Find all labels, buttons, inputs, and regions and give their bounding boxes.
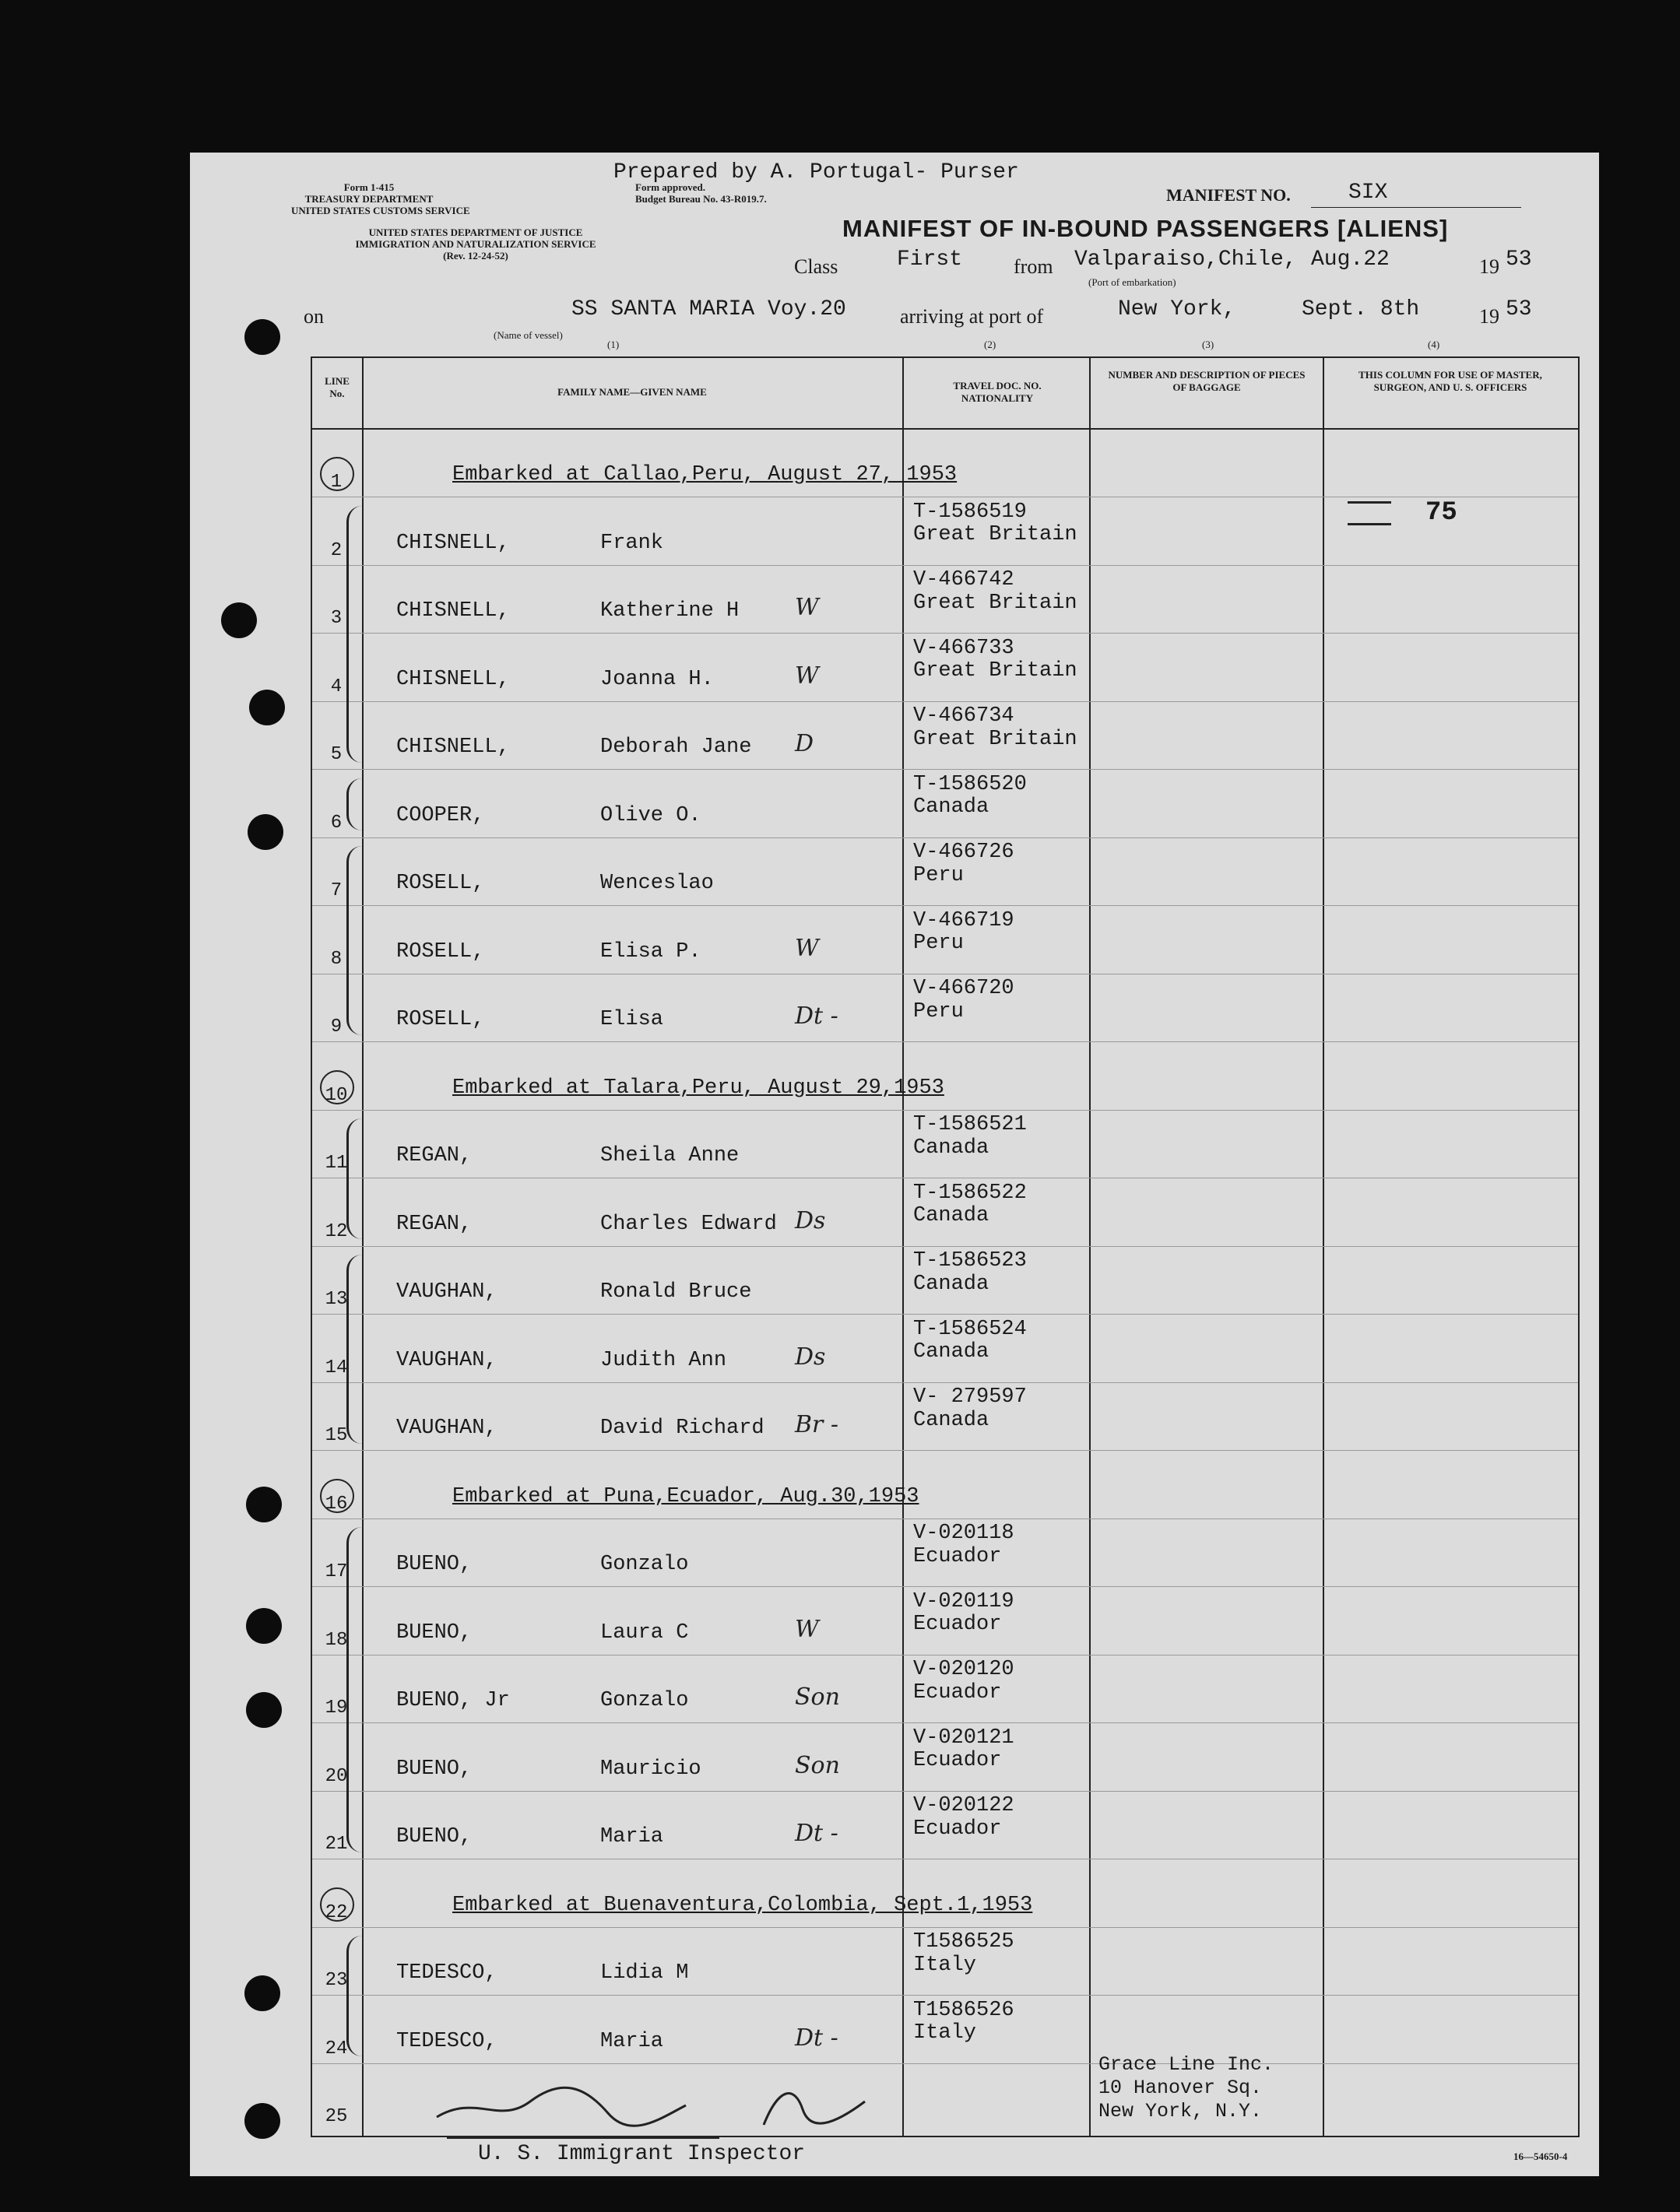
handwritten-relation-note: W [795, 1615, 819, 1643]
line-number: 18 [325, 1629, 348, 1651]
passenger-row [312, 907, 1578, 974]
nationality: Great Britain [913, 659, 1077, 683]
given-name: Judith Ann [600, 1348, 727, 1372]
handwritten-relation-note: Br - [795, 1411, 839, 1438]
family-name: BUENO, [396, 1620, 473, 1645]
travel-doc-number: T-1586522 [913, 1181, 1027, 1205]
inspector-line [447, 2137, 719, 2139]
agent-line-1: Grace Line Inc. [1098, 2053, 1274, 2076]
line-number: 25 [325, 2106, 348, 2127]
given-name: Frank [600, 531, 664, 555]
family-name: ROSELL, [396, 1008, 485, 1031]
family-name: BUENO, [396, 1553, 473, 1576]
nationality: Italy [913, 1953, 977, 1977]
handwritten-relation-note: Dt - [795, 2024, 838, 2052]
nationality: Great Britain [913, 591, 1077, 615]
travel-doc-number: V-020118 [913, 1522, 1014, 1545]
given-name: Maria [600, 2029, 664, 2053]
family-name: CHISNELL, [396, 531, 510, 555]
family-name: COOPER, [396, 803, 485, 827]
family-name: VAUGHAN, [396, 1348, 497, 1372]
line-number: 3 [330, 608, 343, 629]
agent-stamp [1098, 2053, 1274, 2123]
passenger-row [312, 566, 1578, 634]
travel-doc-cell [913, 1591, 1014, 1637]
line-number: 15 [325, 1425, 348, 1446]
travel-doc-number: T-1586521 [913, 1113, 1027, 1136]
travel-doc-cell [913, 2000, 1014, 2045]
nationality: Ecuador [913, 1749, 1002, 1773]
col-num-3: (3) [1202, 339, 1214, 350]
travel-doc-number: V-466720 [913, 977, 1014, 1000]
nationality: Italy [913, 2021, 977, 2045]
line-number: 16 [325, 1493, 348, 1515]
handwritten-relation-note: Dt - [795, 1820, 838, 1847]
manifest-no-value: SIX [1348, 181, 1388, 205]
port-of-embarkation-caption: (Port of embarkation) [1088, 276, 1176, 288]
line-number: 24 [325, 2038, 348, 2059]
handwritten-relation-note: W [795, 934, 819, 962]
nationality: Ecuador [913, 1680, 1002, 1705]
embarkation-row [312, 1860, 1578, 1928]
nationality: Great Britain [913, 523, 1077, 547]
form-approved-text: Form approved. [635, 181, 706, 193]
family-name: REGAN, [396, 1144, 473, 1167]
col-header-officers: THIS COLUMN FOR USE OF MASTER, SURGEON, AND U. S. OFFICERS [1358, 369, 1542, 393]
handwritten-relation-note: Ds [795, 1206, 826, 1234]
family-name: BUENO, [396, 1825, 473, 1849]
given-name: Lidia M [600, 1961, 689, 1985]
nationality: Canada [913, 1272, 989, 1296]
nationality: Canada [913, 1204, 989, 1228]
col-header-name: FAMILY NAME—GIVEN NAME [557, 386, 707, 398]
family-name: TEDESCO, [396, 1961, 497, 1985]
from-year-prefix: 19 [1479, 255, 1499, 278]
rev-text: (Rev. 12-24-52) [443, 249, 508, 262]
form-approved [635, 182, 767, 205]
given-name: Gonzalo [600, 1553, 689, 1576]
travel-doc-cell [913, 1522, 1014, 1568]
handwritten-relation-note: Dt - [795, 1002, 838, 1030]
family-group-brace [346, 846, 362, 1035]
inspector-signature [429, 2070, 974, 2133]
binder-hole [244, 319, 280, 355]
embarkation-text: Embarked at Buenaventura,Colombia, Sept.1,1953 [452, 1893, 1033, 1917]
travel-doc-number: V-020119 [913, 1589, 1014, 1613]
travel-doc-number: T-1586524 [913, 1317, 1027, 1341]
travel-doc-cell [913, 1795, 1014, 1841]
travel-doc-cell [913, 910, 1014, 956]
line-number: 22 [325, 1901, 348, 1923]
agent-line-2: 10 Hanover Sq. [1098, 2077, 1263, 2099]
vessel-name: SS SANTA MARIA Voy.20 [571, 297, 846, 321]
line-circle-mark [320, 1070, 354, 1104]
given-name: Olive O. [600, 803, 701, 827]
embarkation-row [312, 430, 1578, 497]
family-name: BUENO, Jr [396, 1689, 510, 1712]
family-name: BUENO, [396, 1757, 473, 1781]
nationality: Canada [913, 1340, 989, 1364]
travel-doc-number: V-020122 [913, 1794, 1014, 1817]
given-name: Elisa P. [600, 939, 701, 964]
form-code: 16—54650-4 [1513, 2151, 1568, 2162]
form-no-text: Form 1-415 [343, 181, 395, 193]
given-name: Sheila Anne [600, 1144, 740, 1167]
arrival-year: 53 [1506, 297, 1532, 321]
travel-doc-number: T1586526 [913, 1998, 1014, 2022]
travel-doc-cell [913, 705, 1077, 751]
binder-hole [249, 690, 285, 725]
prepared-by: Prepared by A. Portugal- Purser [613, 160, 1019, 184]
line-number: 8 [330, 948, 343, 970]
binder-hole [244, 1975, 280, 2011]
travel-doc-number: V-020121 [913, 1726, 1014, 1750]
line-number: 5 [330, 744, 343, 765]
family-group-brace [346, 1118, 362, 1239]
from-port: Valparaiso,Chile, [1074, 248, 1297, 272]
given-name: Joanna H. [600, 667, 714, 691]
binder-hole [244, 2103, 280, 2139]
family-group-brace [346, 1255, 362, 1444]
line-number: 19 [325, 1698, 348, 1719]
officer-dash [1348, 523, 1391, 525]
travel-doc-number: T-1586519 [913, 500, 1027, 524]
given-name: Laura C [600, 1620, 689, 1645]
nationality: Canada [913, 795, 989, 820]
travel-doc-number: T-1586523 [913, 1249, 1027, 1273]
line-circle-mark [320, 1479, 354, 1513]
manifest-table [311, 356, 1580, 2137]
passenger-row [312, 1111, 1578, 1178]
arrival-date: Sept. 8th [1302, 297, 1420, 321]
col-num-1: (1) [607, 339, 620, 350]
line-number: 23 [325, 1970, 348, 1991]
family-name: VAUGHAN, [396, 1280, 497, 1304]
travel-doc-number: V- 279597 [913, 1385, 1027, 1409]
line-number: 14 [325, 1357, 348, 1378]
passenger-row [312, 1519, 1578, 1587]
travel-doc-cell [913, 1659, 1014, 1705]
family-name: TEDESCO, [396, 2029, 497, 2053]
passenger-row [312, 1315, 1578, 1383]
family-name: ROSELL, [396, 872, 485, 895]
from-date: Aug.22 [1311, 248, 1390, 272]
given-name: Wenceslao [600, 872, 714, 895]
line-number: 1 [330, 472, 343, 493]
travel-doc-number: V-466733 [913, 636, 1014, 660]
passenger-row [312, 838, 1578, 906]
nationality: Great Britain [913, 727, 1077, 751]
line-number: 12 [325, 1220, 348, 1242]
customs-service: UNITED STATES CUSTOMS SERVICE [291, 204, 470, 216]
embarkation-row [312, 1043, 1578, 1111]
inspector-caption: U. S. Immigrant Inspector [478, 2142, 806, 2166]
travel-doc-cell [913, 978, 1014, 1023]
travel-doc-cell [913, 637, 1077, 683]
travel-doc-cell [913, 501, 1077, 547]
family-group-brace [346, 1527, 362, 1852]
agent-line-3: New York, N.Y. [1098, 2100, 1263, 2122]
passenger-row [312, 1724, 1578, 1792]
travel-doc-number: V-020120 [913, 1658, 1014, 1681]
family-group-brace [346, 778, 362, 831]
line-number: 11 [325, 1153, 348, 1174]
travel-doc-cell [913, 1931, 1014, 1977]
given-name: Gonzalo [600, 1689, 689, 1712]
handwritten-relation-note: Ds [795, 1343, 826, 1371]
given-name: Maria [600, 1825, 664, 1849]
officer-dash [1348, 501, 1391, 504]
line-number: 2 [330, 539, 343, 561]
passenger-row [312, 702, 1578, 770]
given-name: Mauricio [600, 1757, 701, 1781]
passenger-row [312, 1179, 1578, 1247]
on-label: on [304, 305, 324, 328]
manifest-no-underline [1311, 207, 1521, 208]
travel-doc-cell [913, 1114, 1027, 1160]
line-number: 7 [330, 880, 343, 901]
handwritten-relation-note: Son [795, 1684, 840, 1711]
arrival-year-prefix: 19 [1479, 305, 1499, 328]
line-number: 10 [325, 1084, 348, 1106]
travel-doc-number: T-1586520 [913, 772, 1027, 796]
line-number: 4 [330, 676, 343, 697]
travel-doc-cell [913, 774, 1027, 820]
binder-hole [248, 814, 283, 850]
travel-doc-number: V-466726 [913, 841, 1014, 864]
passenger-row [312, 1247, 1578, 1315]
nationality: Peru [913, 999, 964, 1023]
embarkation-text: Embarked at Talara,Peru, August 29,1953 [452, 1076, 944, 1100]
travel-doc-cell [913, 1318, 1027, 1364]
budget-bureau: Budget Bureau No. 43-R019.7. [635, 192, 767, 205]
nationality: Ecuador [913, 1613, 1002, 1637]
line-number: 13 [325, 1289, 348, 1310]
passenger-row [312, 1996, 1578, 2064]
manifest-title: MANIFEST OF IN-BOUND PASSENGERS [ALIENS] [842, 215, 1449, 242]
given-name: Deborah Jane [600, 736, 752, 759]
travel-doc-cell [913, 1250, 1027, 1296]
line-circle-mark [320, 457, 354, 491]
binder-hole [246, 1692, 282, 1728]
family-name: CHISNELL, [396, 736, 510, 759]
line-number: 9 [330, 1016, 343, 1038]
embarkation-text: Embarked at Callao,Peru, August 27, 1953 [452, 463, 958, 486]
given-name: Ronald Bruce [600, 1280, 752, 1304]
given-name: Katherine H [600, 599, 740, 623]
family-name: CHISNELL, [396, 667, 510, 691]
passenger-row [312, 634, 1578, 702]
class-value: First [897, 248, 963, 272]
nationality: Canada [913, 1136, 989, 1160]
passenger-row [312, 498, 1578, 566]
arriving-label: arriving at port of [900, 305, 1044, 328]
arrival-port: New York, [1118, 297, 1236, 321]
given-name: Charles Edward [600, 1212, 777, 1236]
embarkation-text: Embarked at Puna,Ecuador, Aug.30,1953 [452, 1484, 919, 1508]
nationality: Ecuador [913, 1817, 1002, 1841]
col-header-travel-doc: TRAVEL DOC. NO. NATIONALITY [953, 380, 1042, 404]
travel-doc-number: V-466742 [913, 568, 1014, 592]
officer-note: 75 [1425, 498, 1457, 528]
passenger-row [312, 1383, 1578, 1451]
doj-text: UNITED STATES DEPARTMENT OF JUSTICE [368, 226, 583, 238]
family-group-brace [346, 506, 362, 763]
travel-doc-number: T1586525 [913, 1930, 1014, 1954]
family-name: CHISNELL, [396, 599, 510, 623]
form-number [291, 181, 470, 217]
passenger-row [312, 1792, 1578, 1859]
line-number: 6 [330, 812, 343, 834]
travel-doc-cell [913, 1727, 1014, 1773]
family-name: ROSELL, [396, 939, 485, 964]
vessel-caption: (Name of vessel) [494, 329, 563, 341]
family-group-brace [346, 1936, 362, 2056]
col-num-2: (2) [984, 339, 996, 350]
passenger-row [312, 1588, 1578, 1655]
handwritten-relation-note: Son [795, 1751, 840, 1779]
nationality: Ecuador [913, 1544, 1002, 1568]
given-name: Elisa [600, 1008, 664, 1031]
family-name: REGAN, [396, 1212, 473, 1236]
class-label: Class [794, 255, 838, 278]
col-num-4: (4) [1428, 339, 1440, 350]
nationality: Peru [913, 932, 964, 956]
embarkation-row [312, 1452, 1578, 1519]
passenger-row [312, 771, 1578, 838]
treasury-dept: TREASURY DEPARTMENT [304, 192, 434, 205]
passenger-row [312, 1928, 1578, 1996]
nationality: Canada [913, 1408, 989, 1432]
line-number: 20 [325, 1765, 348, 1787]
handwritten-relation-note: D [795, 730, 814, 757]
line-number: 21 [325, 1834, 348, 1855]
line-circle-mark [320, 1887, 354, 1922]
from-label: from [1014, 255, 1053, 278]
passenger-row [312, 1655, 1578, 1723]
manifest-no-label: MANIFEST NO. [1166, 185, 1291, 205]
doj-block [301, 227, 651, 262]
col-header-line-no: LINE No. [325, 375, 350, 399]
family-name: VAUGHAN, [396, 1417, 497, 1440]
handwritten-relation-note: W [795, 662, 819, 690]
line-number: 17 [325, 1561, 348, 1582]
handwritten-relation-note: W [795, 594, 819, 621]
passenger-row [312, 974, 1578, 1042]
given-name: David Richard [600, 1417, 764, 1440]
manifest-page [190, 153, 1599, 2176]
nationality: Peru [913, 863, 964, 887]
binder-hole [221, 602, 257, 638]
travel-doc-cell [913, 1386, 1027, 1432]
from-year: 53 [1506, 248, 1532, 272]
travel-doc-cell [913, 1182, 1027, 1228]
binder-hole [246, 1487, 282, 1522]
travel-doc-number: V-466734 [913, 704, 1014, 728]
binder-hole [246, 1608, 282, 1644]
col-header-baggage: NUMBER AND DESCRIPTION OF PIECES OF BAGGAGE [1108, 369, 1306, 393]
ins-text: IMMIGRATION AND NATURALIZATION SERVICE [355, 237, 596, 250]
travel-doc-cell [913, 841, 1014, 887]
travel-doc-number: V-466719 [913, 908, 1014, 932]
travel-doc-cell [913, 569, 1077, 615]
